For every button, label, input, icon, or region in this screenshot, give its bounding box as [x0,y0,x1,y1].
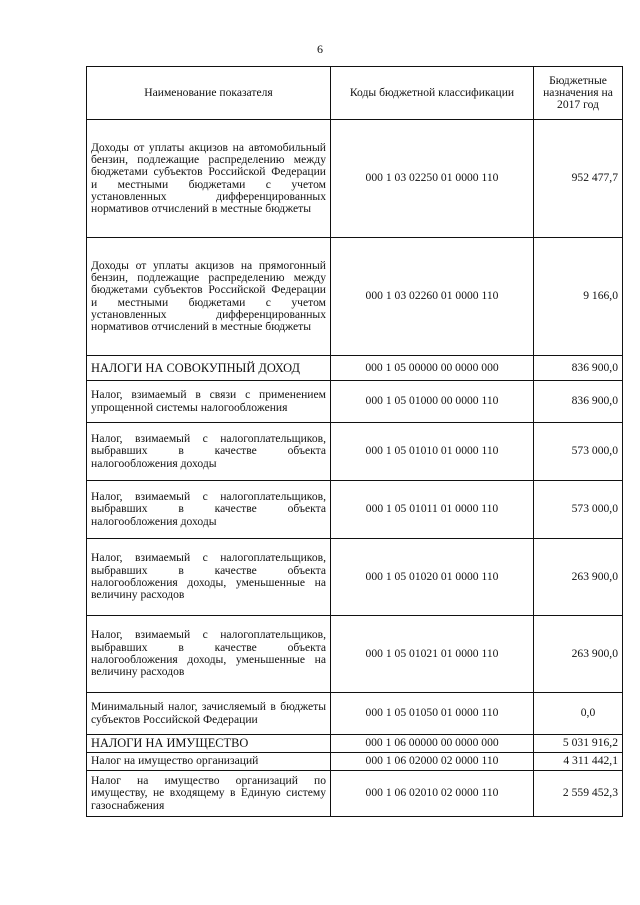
row-name: Доходы от уплаты акцизов на автомобильный бензин, подлежащие распределению между бюджетами субъектов Российской Федерации и местными бюджетами с учетом установленных дифференцированных нормативов отчислений в местные бюджеты [87,120,331,238]
table-row [87,753,623,771]
row-code: 000 1 06 02000 02 0000 110 [331,753,534,771]
table-row [87,771,623,817]
row-code: 000 1 03 02260 01 0000 110 [331,238,534,356]
row-code: 000 1 03 02250 01 0000 110 [331,120,534,238]
header-name: Наименование показателя [87,67,331,120]
header-value: Бюджетные назначения на 2017 год [534,67,623,120]
row-name: Налог на имущество организаций по имуществу, не входящему в Единую систему газоснабжения [87,771,331,817]
row-name: Налог, взимаемый с налогоплательщиков, выбравших в качестве объекта налогообложения доходы [87,423,331,481]
row-code: 000 1 05 01011 01 0000 110 [331,481,534,539]
row-value: 836 900,0 [534,356,623,381]
table-row [87,423,623,481]
row-code: 000 1 05 01050 01 0000 110 [331,693,534,735]
row-name: НАЛОГИ НА ИМУЩЕСТВО [87,735,331,753]
table-row [87,616,623,693]
row-name: Минимальный налог, зачисляемый в бюджеты субъектов Российской Федерации [87,693,331,735]
row-name: Налог, взимаемый с налогоплательщиков, выбравших в качестве объекта налогообложения доходы [87,481,331,539]
budget-table [86,66,623,817]
row-code: 000 1 06 02010 02 0000 110 [331,771,534,817]
row-value: 836 900,0 [534,381,623,423]
row-name: Налог, взимаемый в связи с применением упрощенной системы налогообложения [87,381,331,423]
table-header-row [87,67,623,120]
table-row [87,735,623,753]
row-value: 263 900,0 [534,616,623,693]
row-value: 573 000,0 [534,423,623,481]
table-row [87,238,623,356]
row-value: 9 166,0 [534,238,623,356]
table-row [87,481,623,539]
header-code: Коды бюджетной классификации [331,67,534,120]
table-row [87,381,623,423]
row-code: 000 1 06 00000 00 0000 000 [331,735,534,753]
row-code: 000 1 05 00000 00 0000 000 [331,356,534,381]
row-value: 263 900,0 [534,539,623,616]
row-code: 000 1 05 01020 01 0000 110 [331,539,534,616]
table-row [87,539,623,616]
table-row [87,356,623,381]
table-row [87,693,623,735]
row-name: Налог, взимаемый с налогоплательщиков, выбравших в качестве объекта налогообложения доходы, уменьшенные на величину расходов [87,539,331,616]
row-code: 000 1 05 01000 00 0000 110 [331,381,534,423]
row-value: 952 477,7 [534,120,623,238]
table-row [87,120,623,238]
row-name: Налог, взимаемый с налогоплательщиков, выбравших в качестве объекта налогообложения доходы, уменьшенные на величину расходов [87,616,331,693]
row-code: 000 1 05 01010 01 0000 110 [331,423,534,481]
row-value: 0,0 [534,693,623,735]
row-value: 573 000,0 [534,481,623,539]
row-name: НАЛОГИ НА СОВОКУПНЫЙ ДОХОД [87,356,331,381]
row-name: Налог на имущество организаций [87,753,331,771]
row-code: 000 1 05 01021 01 0000 110 [331,616,534,693]
row-value: 5 031 916,2 [534,735,623,753]
row-name: Доходы от уплаты акцизов на прямогонный бензин, подлежащие распределению между бюджетами субъектов Российской Федерации и местными бюджетами с учетом установленных дифференцированных нормативов отчислений в местные бюджеты [87,238,331,356]
page-number: 6 [317,42,323,56]
row-value: 2 559 452,3 [534,771,623,817]
row-value: 4 311 442,1 [534,753,623,771]
